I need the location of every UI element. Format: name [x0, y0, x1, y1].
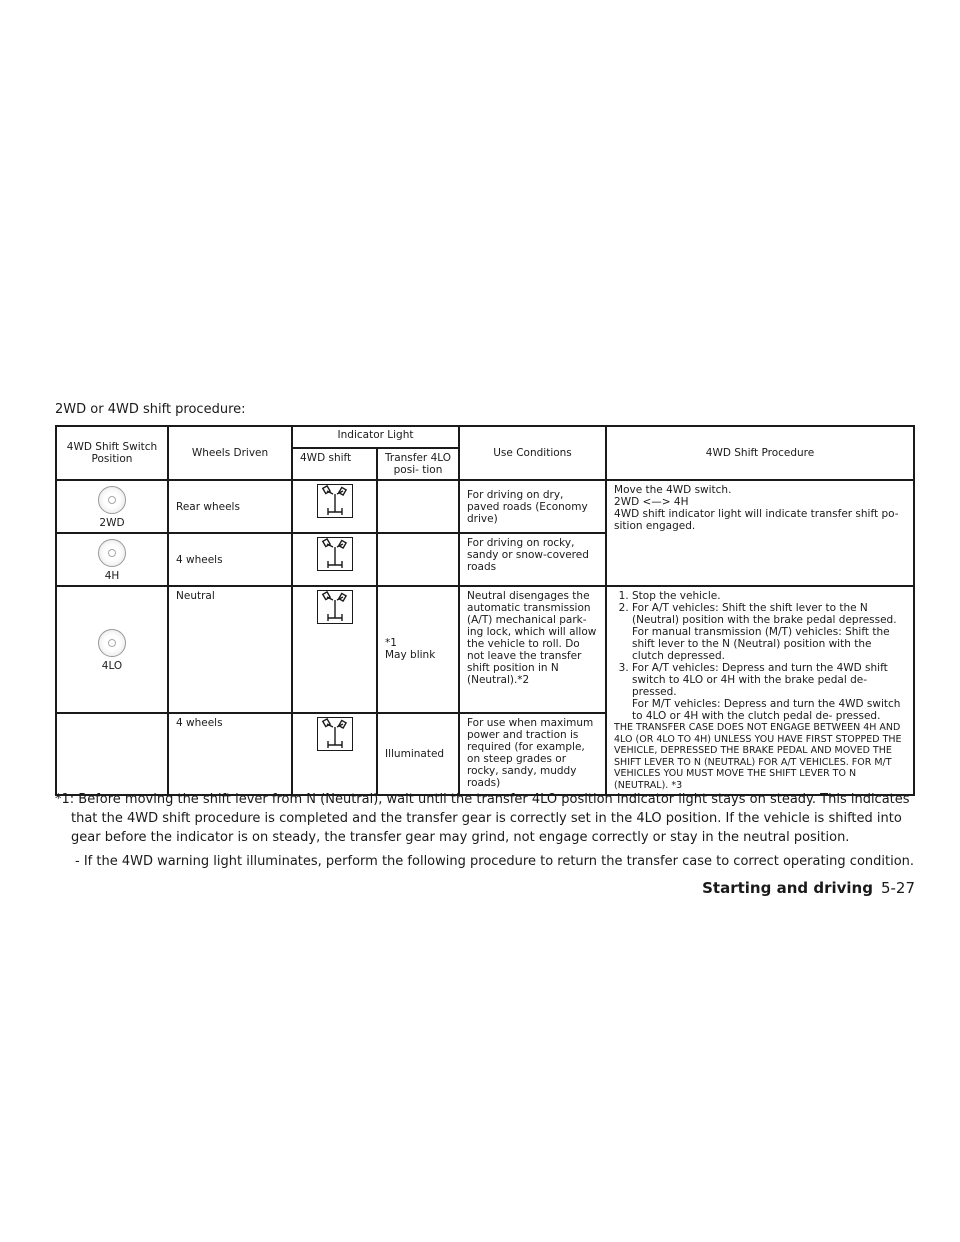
4wd-indicator-icon: [317, 717, 353, 751]
wheels-driven-cell: 4 wheels: [168, 713, 292, 795]
4wd-shift-indicator-cell: [292, 533, 377, 586]
procedure-line: 4WD shift indicator light will indicate transfer shift po- sition engaged.: [614, 508, 899, 532]
header-indicator-light: Indicator Light: [292, 426, 459, 448]
header-transfer-4lo: Transfer 4LO posi- tion: [377, 448, 459, 480]
header-4wd-shift: 4WD shift: [292, 448, 377, 480]
transfer-indicator-cell: [377, 533, 459, 586]
shift-procedure-table: [55, 425, 915, 796]
shift-switch-dial-icon: [98, 539, 126, 567]
step-text: Stop the vehicle.: [632, 590, 721, 602]
footnotes: [55, 790, 915, 871]
use-conditions-cell: Neutral disengages the automatic transmission (A/T) mechanical park- ing lock, which will allow the vehicle to roll. Do not leave the transfer shift position in N (Neutral).*2: [459, 586, 606, 713]
step-text: For manual transmission (M/T) vehicles: Shift the shift lever to the N (Neutral) position with the clutch depressed.: [632, 626, 890, 662]
shift-switch-dial-icon: [98, 629, 126, 657]
header-switch-position: 4WD Shift Switch Position: [56, 426, 168, 480]
section-title: 2WD or 4WD shift procedure:: [55, 402, 246, 417]
procedure-line: Move the 4WD switch.: [614, 484, 732, 496]
4wd-indicator-icon: [317, 590, 353, 624]
section-name: Starting and driving: [702, 879, 873, 897]
footnote-1: *1: Before moving the shift lever from N (Neutral), wait until the transfer 4LO position indicator light stays on steady. This indicates that the 4WD shift procedure is completed and the transfer gear is correctly set in the 4LO position. If the vehicle is shifted into gear before the indicator is on steady, the transfer gear may grind, not engage correctly or stay in the neutral position.: [55, 792, 910, 845]
header-use-conditions: Use Conditions: [459, 426, 606, 480]
position-label: 4H: [104, 570, 120, 582]
position-label: 4LO: [101, 659, 123, 672]
4wd-indicator-icon: [317, 484, 353, 518]
page-footer: [702, 879, 915, 897]
position-label: 2WD: [99, 517, 125, 529]
position-4h-cell: [56, 533, 168, 586]
procedure-step: [632, 602, 906, 662]
page-number: 5-27: [880, 879, 915, 897]
procedure-step: [632, 590, 906, 602]
step-text: 2. For A/T vehicles: Shift the shift lever to the N (Neutral) position with the brake pedal depressed.: [632, 602, 897, 626]
4wd-indicator-icon: [317, 537, 353, 571]
use-conditions-cell: For use when maximum power and traction is required (for example, on steep grades or rocky, sandy, muddy roads): [459, 713, 606, 795]
use-conditions-cell: For driving on dry, paved roads (Economy drive): [459, 480, 606, 533]
wheels-driven-cell: Neutral: [168, 586, 292, 713]
step-text: For M/T vehicles: Depress and turn the 4WD switch to 4LO or 4H with the clutch pedal de- pressed.: [632, 698, 901, 722]
position-4lo-lower: [56, 713, 168, 795]
header-wheels-driven: Wheels Driven: [168, 426, 292, 480]
procedure-line: 2WD <—> 4H: [614, 496, 689, 508]
transfer-indicator-cell: [377, 586, 459, 713]
transfer-indicator-cell: Illuminated: [377, 713, 459, 795]
4wd-shift-indicator-cell: [292, 480, 377, 533]
procedure-steps: [614, 590, 906, 722]
procedure-2wd-4h-cell: [606, 480, 914, 586]
header-shift-procedure: 4WD Shift Procedure: [606, 426, 914, 480]
use-conditions-cell: For driving on rocky, sandy or snow-covered roads: [459, 533, 606, 586]
position-2wd-cell: [56, 480, 168, 533]
wheels-driven-cell: Rear wheels: [168, 480, 292, 533]
footnote-2: - If the 4WD warning light illuminates, perform the following procedure to return the transfer case to correct operating condition.: [75, 854, 915, 869]
caution-text: THE TRANSFER CASE DOES NOT ENGAGE BETWEEN 4H AND 4LO (OR 4LO TO 4H) UNLESS YOU HAVE FIRST STOPPED THE VEHICLE, DEPRESSED THE BRAKE PEDAL AND MOVED THE SHIFT LEVER TO N (NEUTRAL) FOR A/T VEHICLES. FOR M/T VEHICLES YOU MUST MOVE THE SHIFT LEVER TO N (NEUTRAL). *3: [614, 722, 902, 791]
4wd-shift-indicator-cell: [292, 713, 377, 795]
transfer-note: *1: [385, 637, 397, 650]
procedure-4lo-cell: [606, 586, 914, 795]
transfer-indicator-cell: [377, 480, 459, 533]
transfer-note: May blink: [385, 649, 436, 662]
step-text: 3. For A/T vehicles: Depress and turn the 4WD shift switch to 4LO or 4H with the brake pedal de- pressed.: [632, 662, 888, 698]
wheels-driven-cell: 4 wheels: [168, 533, 292, 586]
shift-switch-dial-icon: [98, 486, 126, 514]
position-4lo-cell: [56, 586, 168, 713]
4wd-shift-indicator-cell: [292, 586, 377, 713]
procedure-step: [632, 662, 906, 722]
